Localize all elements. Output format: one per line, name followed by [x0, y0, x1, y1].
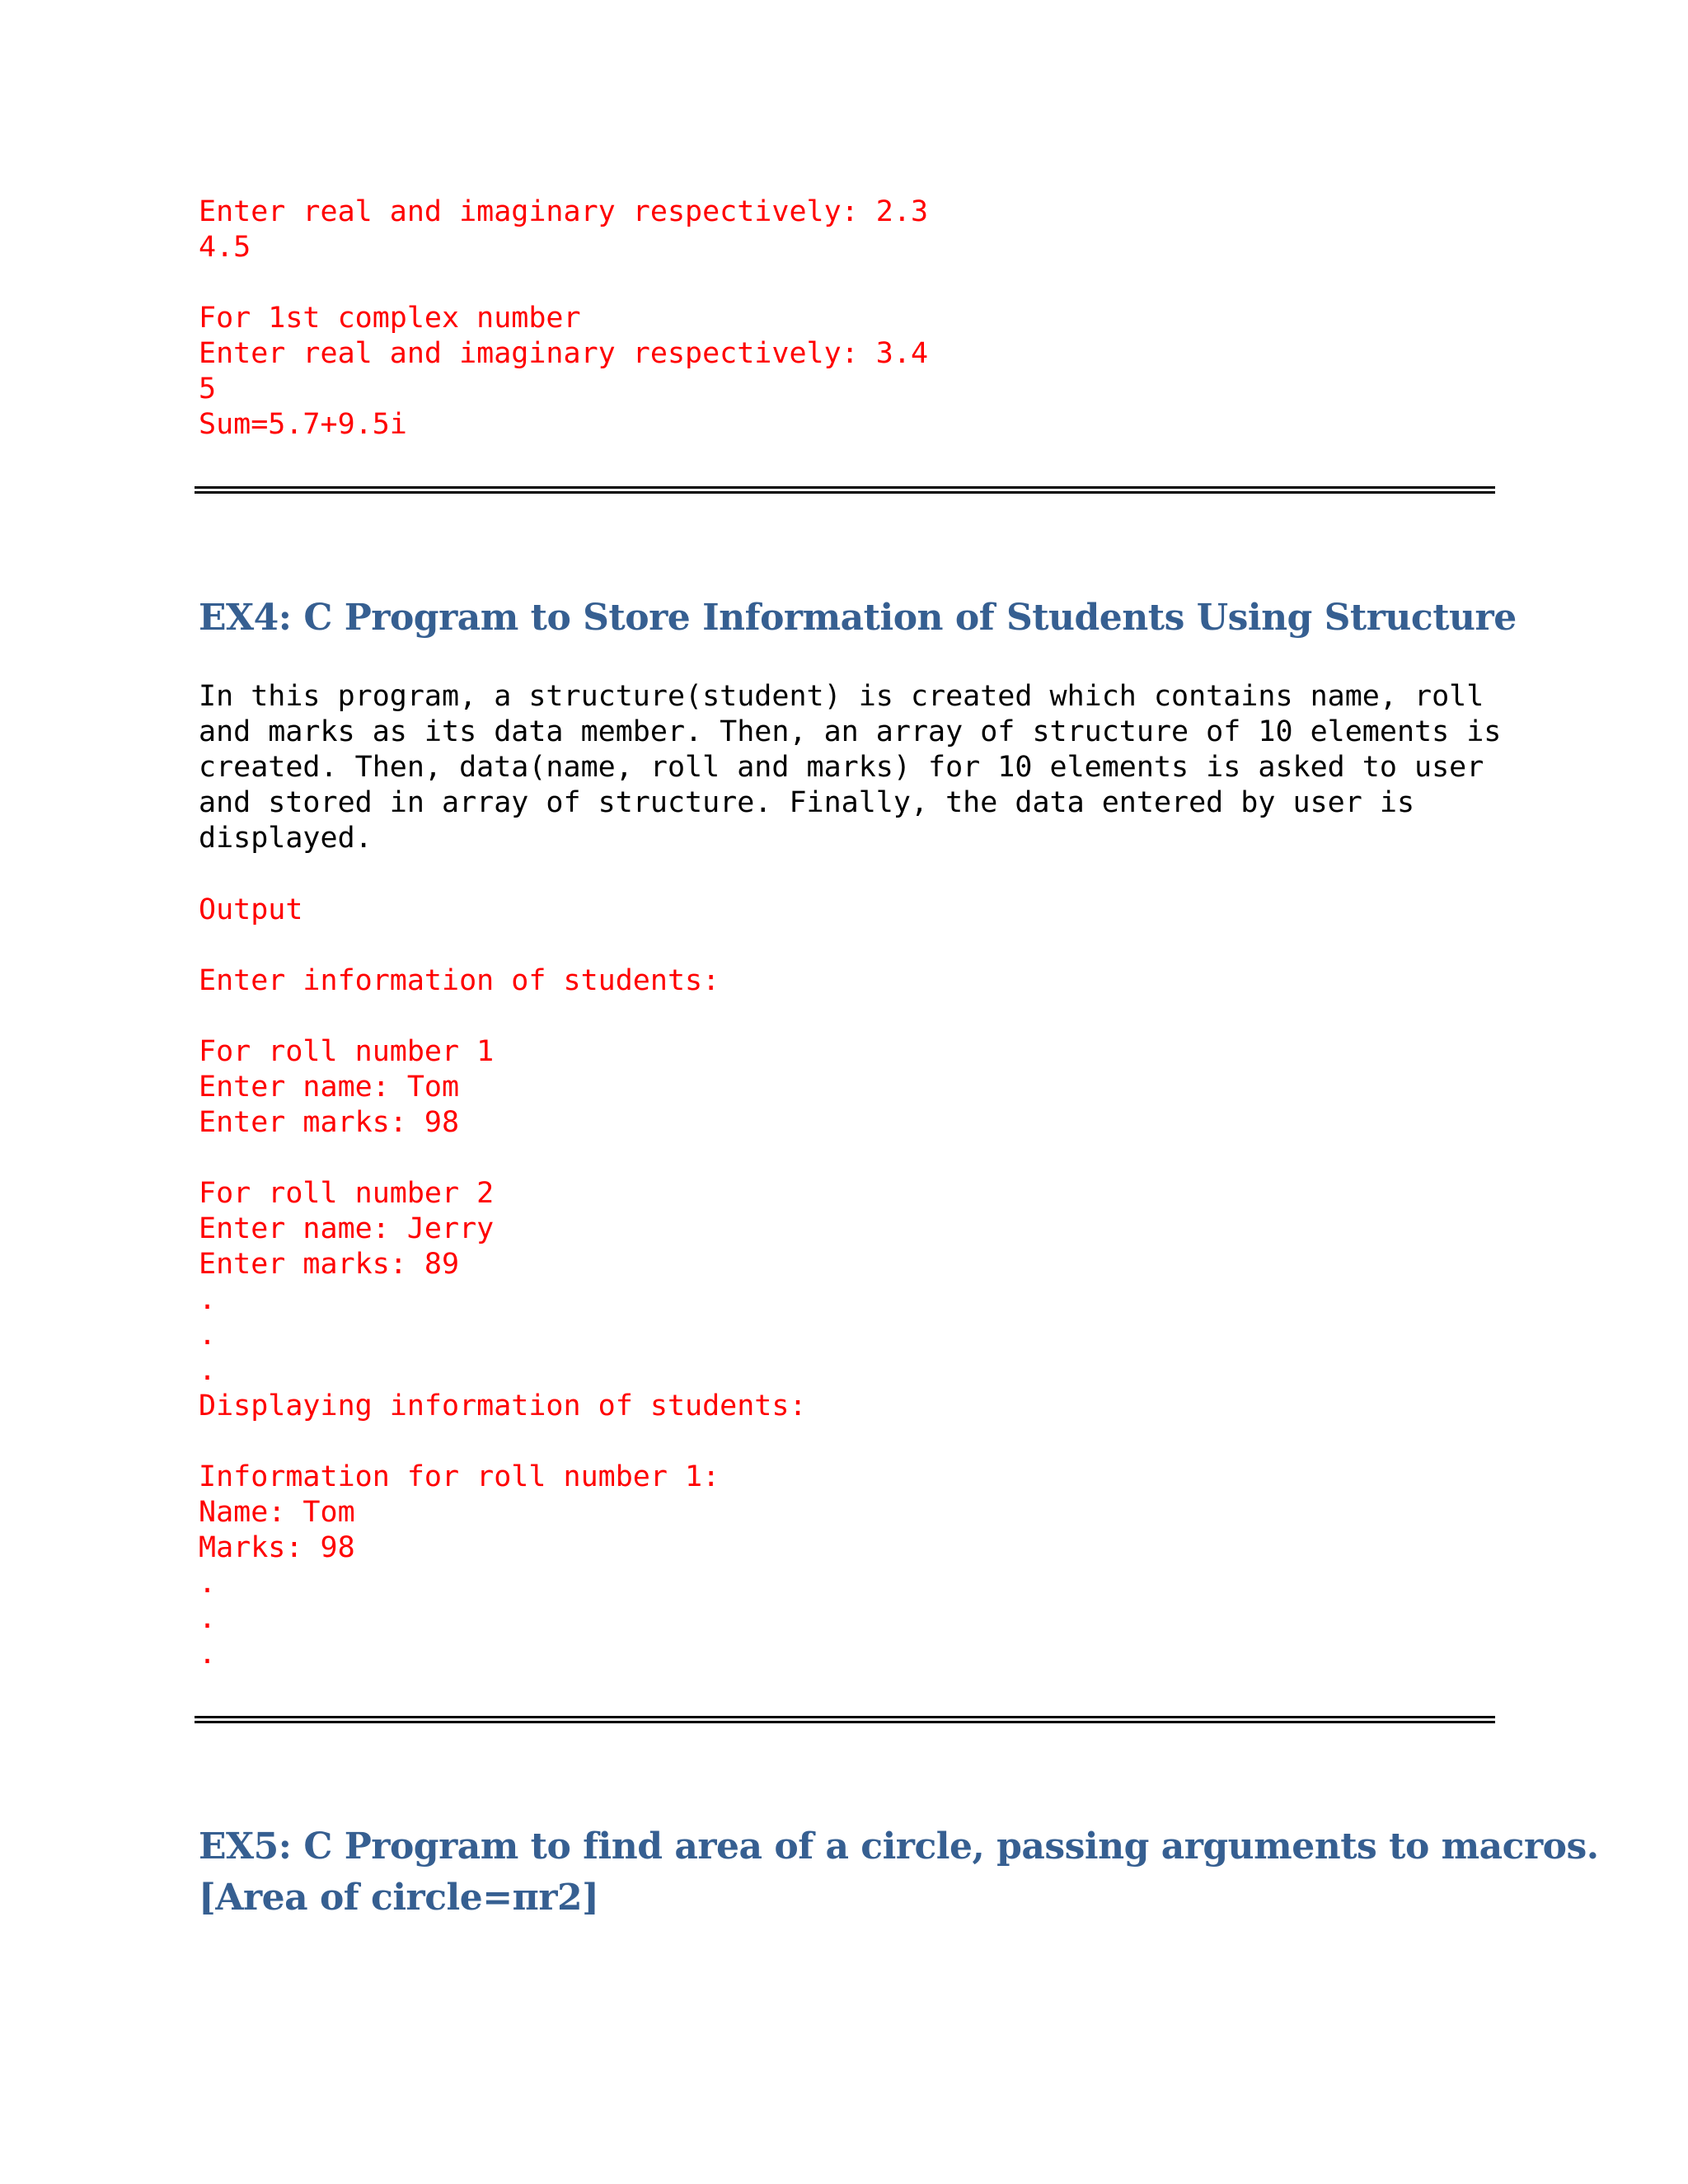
- section-divider: [195, 486, 1495, 494]
- ex4-output-line: Name: Tom: [199, 1496, 355, 1529]
- ex4-description-line: created. Then, data(name, roll and marks) for 10 elements is asked to user: [199, 751, 1484, 784]
- ex5-heading: [199, 1821, 1599, 1924]
- ex5-heading-line: EX5: C Program to find area of a circle, passing arguments to macros.: [199, 1825, 1599, 1868]
- ex3-output-line: 4.5: [199, 231, 251, 264]
- ex4-output-line: Enter name: Jerry: [199, 1212, 495, 1245]
- ex5-heading-line: [Area of circle=πr2]: [199, 1877, 599, 1919]
- ex4-output-line: Enter information of students:: [199, 964, 720, 997]
- ex4-output-line: For roll number 2: [199, 1177, 495, 1210]
- ex4-description: [199, 679, 1501, 856]
- ex3-output-line: 5: [199, 373, 217, 405]
- ex4-output-line: .: [199, 1319, 217, 1352]
- ex4-output-line: .: [199, 1638, 217, 1671]
- ex4-output-line: Displaying information of students:: [199, 1390, 807, 1422]
- ex3-output-block: [199, 194, 928, 443]
- ex4-output-line: Enter marks: 98: [199, 1106, 460, 1139]
- ex4-output-block: [199, 963, 807, 1672]
- ex4-description-line: displayed.: [199, 822, 373, 855]
- ex3-output-line: Sum=5.7+9.5i: [199, 408, 407, 441]
- ex4-output-line: Marks: 98: [199, 1531, 355, 1564]
- ex3-output-line: Enter real and imaginary respectively: 3.4: [199, 337, 929, 370]
- ex4-output-line: For roll number 1: [199, 1035, 495, 1068]
- ex4-description-line: and stored in array of structure. Finally, the data entered by user is: [199, 786, 1415, 819]
- ex4-description-line: and marks as its data member. Then, an array of structure of 10 elements is: [199, 715, 1502, 748]
- ex4-heading: EX4: C Program to Store Information of Students Using Structure: [199, 597, 1517, 639]
- section-divider: [195, 1716, 1495, 1723]
- ex4-output-line: .: [199, 1354, 217, 1387]
- ex4-output-label: Output: [199, 893, 303, 926]
- ex4-description-line: In this program, a structure(student) is created which contains name, roll: [199, 680, 1484, 713]
- ex3-output-line: Enter real and imaginary respectively: 2.3: [199, 195, 929, 228]
- ex4-output-line: Enter name: Tom: [199, 1071, 460, 1104]
- ex4-output-line: .: [199, 1567, 217, 1600]
- ex4-output-line: .: [199, 1283, 217, 1316]
- ex4-output-line: .: [199, 1602, 217, 1635]
- ex4-output-line: Enter marks: 89: [199, 1248, 460, 1281]
- ex3-output-line: For 1st complex number: [199, 302, 581, 335]
- ex4-output-line: Information for roll number 1:: [199, 1460, 720, 1493]
